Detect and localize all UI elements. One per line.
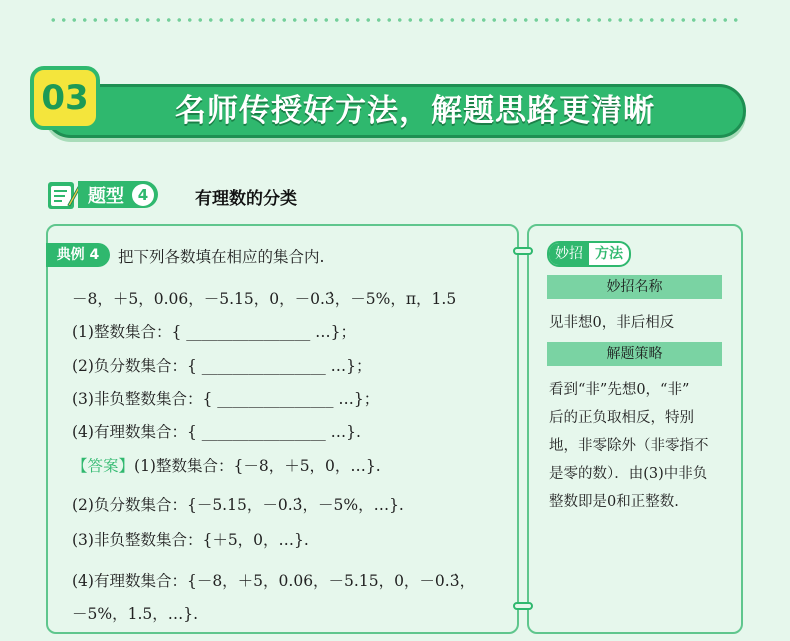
question-type-tag	[78, 181, 158, 208]
strategy-line: 后的正负取相反，特别	[549, 410, 694, 426]
answer-line: －5%，1.5，…}.	[72, 605, 199, 623]
question-line: (3)非负整数集合：{ _______________ …}；	[72, 390, 380, 408]
method-pill-right: 方法	[595, 246, 623, 262]
strategy-line: 地，非零除外（非零指不	[549, 438, 709, 454]
banner-badge: 03	[30, 66, 100, 130]
question-line: (1)整数集合：{ ________________ …}；	[72, 323, 357, 341]
answer-text: (1)整数集合：{－8，＋5，0，…}.	[134, 457, 381, 475]
numbers-line: －8，＋5，0.06，－5.15，0，－0.3̇，－5%，π，1.5	[72, 290, 457, 308]
method-pill-left: 妙招	[549, 243, 589, 265]
answer-line	[72, 454, 381, 476]
binder-ring-bottom	[513, 602, 533, 610]
trick-name-text: 见非想0，非后相反	[549, 315, 675, 331]
strategy-line: 看到“非”先想0，“非”	[549, 382, 690, 398]
question-line: (4)有理数集合：{ ________________ …}.	[72, 423, 361, 441]
banner-title: 名师传授好方法，解题思路更清晰	[175, 93, 655, 129]
notepad-pencil-icon	[45, 178, 81, 212]
strategy-line: 是零的数）．由(3)中非负	[549, 466, 708, 482]
question-type-label: 题型	[88, 185, 124, 207]
dotted-divider	[48, 17, 742, 23]
binder-ring-top	[513, 247, 533, 255]
answer-line: (3)非负整数集合：{＋5，0，…}.	[72, 531, 309, 549]
example-tag: 典例 4	[46, 243, 110, 267]
answer-line: (2)负分数集合：{－5.15，－0.3̇，－5%，…}.	[72, 496, 404, 514]
question-type-number: 4	[132, 184, 154, 206]
example-prompt: 把下列各数填在相应的集合内.	[118, 248, 325, 266]
trick-name-header: 妙招名称	[547, 275, 722, 299]
answer-line: (4)有理数集合：{－8，＋5，0.06，－5.15，0，－0.3̇，	[72, 572, 476, 590]
question-line: (2)负分数集合：{ ________________ …}；	[72, 357, 372, 375]
strategy-line: 整数即是0和正整数.	[549, 494, 679, 510]
question-type-title: 有理数的分类	[195, 189, 297, 209]
strategy-header: 解题策略	[547, 342, 722, 366]
answer-tag: 【答案】	[72, 457, 135, 475]
method-pill	[547, 241, 631, 267]
